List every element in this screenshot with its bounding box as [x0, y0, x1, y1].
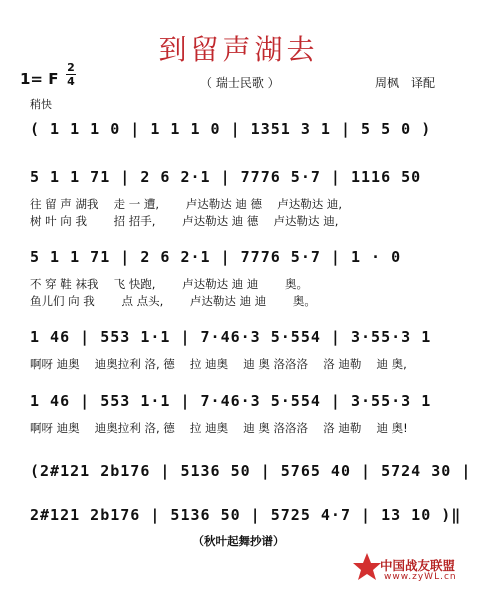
notation-row-intro: ( 1 1 1 0 | 1 1 1 0 | 1351 3 1 | 5 5 0 )	[30, 120, 432, 138]
lyric-row-4: 啊呀 迪奥 迪奥拉利 洛, 德 拉 迪奥 迪 奥 洛洛洛 洛 迪勒 迪 奥!	[30, 421, 408, 435]
meter-top: 2	[67, 61, 75, 74]
key-signature: 1= F	[20, 70, 59, 88]
notation-row-3: 1 46 | 553 1·1 | 7·46·3 5·554 | 3·55·3 1	[30, 328, 432, 346]
site-logo-text: 中国战友联盟	[380, 558, 456, 573]
song-origin: （ 瑞士民歌 ）	[200, 76, 280, 90]
lyric-row-1-verse-2: 树 叶 向 我 招 招手, 卢达勒达 迪 德 卢达勒达 迪,	[30, 214, 339, 228]
notation-row-2: 5 1 1 71 | 2 6 2·1 | 7776 5·7 | 1 · 0	[30, 248, 402, 266]
notation-row-1: 5 1 1 71 | 2 6 2·1 | 7776 5·7 | 1116 50	[30, 168, 422, 186]
time-signature	[66, 62, 76, 87]
tempo-marking: 稍快	[30, 98, 52, 111]
notation-row-4: 1 46 | 553 1·1 | 7·46·3 5·554 | 3·55·3 1	[30, 392, 432, 410]
lyric-row-2-verse-2: 鱼儿们 向 我 点 点头, 卢达勒达 迪 迪 奥。	[30, 294, 316, 308]
site-logo-url: www.zyWL.cn	[384, 572, 457, 582]
page-title: 到留声湖去	[158, 33, 319, 66]
lyric-row-3: 啊呀 迪奥 迪奥拉利 洛, 德 拉 迪奥 迪 奥 洛洛洛 洛 迪勒 迪 奥,	[30, 357, 407, 371]
notation-row-6: 2#121 2b176 | 5136 50 | 5725 4·7 | 13 10 )‖	[30, 506, 462, 524]
meter-bottom: 4	[67, 75, 75, 88]
lyric-row-1-verse-1: 往 留 声 湖我 走 一 遭, 卢达勒达 迪 德 卢达勒达 迪,	[30, 197, 343, 211]
star-logo-icon	[352, 552, 382, 582]
transcriber-credit: （秋叶起舞抄谱）	[192, 534, 285, 548]
lyric-row-2-verse-1: 不 穿 鞋 袜我 飞 快跑, 卢达勒达 迪 迪 奥。	[30, 277, 309, 291]
translator-credit: 周枫 译配	[375, 76, 436, 90]
notation-row-5: (2#121 2b176 | 5136 50 | 5765 40 | 5724 30 |	[30, 462, 472, 480]
